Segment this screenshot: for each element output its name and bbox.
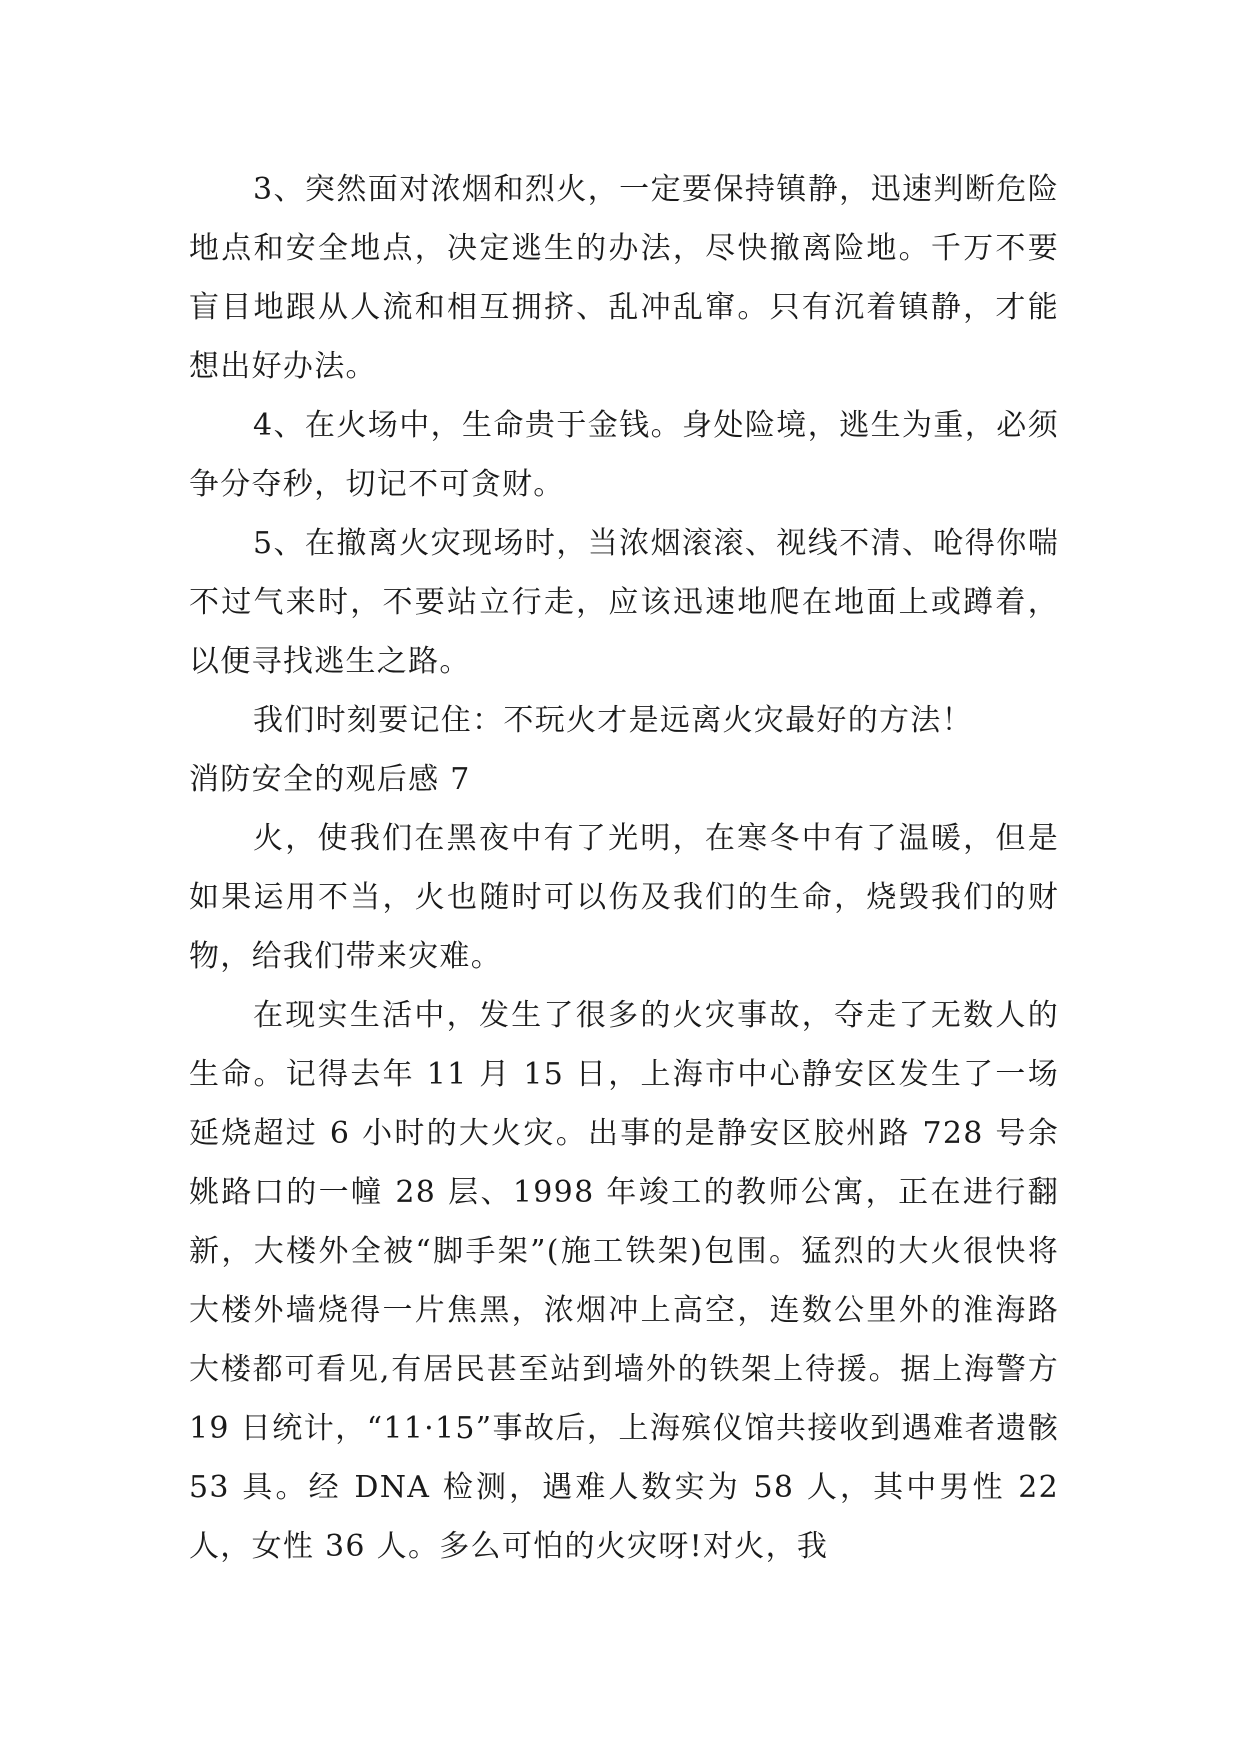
paragraph-conclusion: 我们时刻要记住：不玩火才是远离火灾最好的方法！ [253,703,973,738]
paragraph-tip-5: 5、在撤离火灾现场时，当浓烟滚滚、视线不清、呛得你喘不过气来时，不要站立行走，应该迅速地爬在地面上或蹲着，以便寻找逃生之路。 [189,526,1059,679]
paragraph-tip-3: 3、突然面对浓烟和烈火，一定要保持镇静，迅速判断危险地点和安全地点，决定逃生的办法，尽快撤离险地。千万不要盲目地跟从人流和相互拥挤、乱冲乱窜。只有沉着镇静，才能想出好办法。 [189,172,1059,384]
paragraph-tip-4: 4、在火场中，生命贵于金钱。身处险境，逃生为重，必须争分夺秒，切记不可贪财。 [189,408,1059,502]
section-heading: 消防安全的观后感 7 [189,762,471,797]
document-body [189,160,1059,1576]
paragraph-shanghai-fire: 在现实生活中，发生了很多的火灾事故，夺走了无数人的生命。记得去年 11 月 15 日，上海市中心静安区发生了一场延烧超过 6 小时的大火灾。出事的是静安区胶州路 728 号余姚路口的一幢 28 层、1998 年竣工的教师公寓，正在进行翻新，大楼外全被“脚手架”(施工铁架)包围。猛烈的大火很快将大楼外墙烧得一片焦黑，浓烟冲上高空，连数公里外的淮海路大楼都可看见,有居民甚至站到墙外的铁架上待援。据上海警方 19 日统计，“11·15”事故后，上海殡仪馆共接收到遇难者遗骸 53 具。经 DNA 检测，遇难人数实为 58 人，其中男性 22 人，女性 36 人。多么可怕的火灾呀!对火，我 [189,998,1059,1564]
paragraph-intro: 火，使我们在黑夜中有了光明，在寒冬中有了温暖，但是如果运用不当，火也随时可以伤及我们的生命，烧毁我们的财物，给我们带来灾难。 [189,821,1059,974]
